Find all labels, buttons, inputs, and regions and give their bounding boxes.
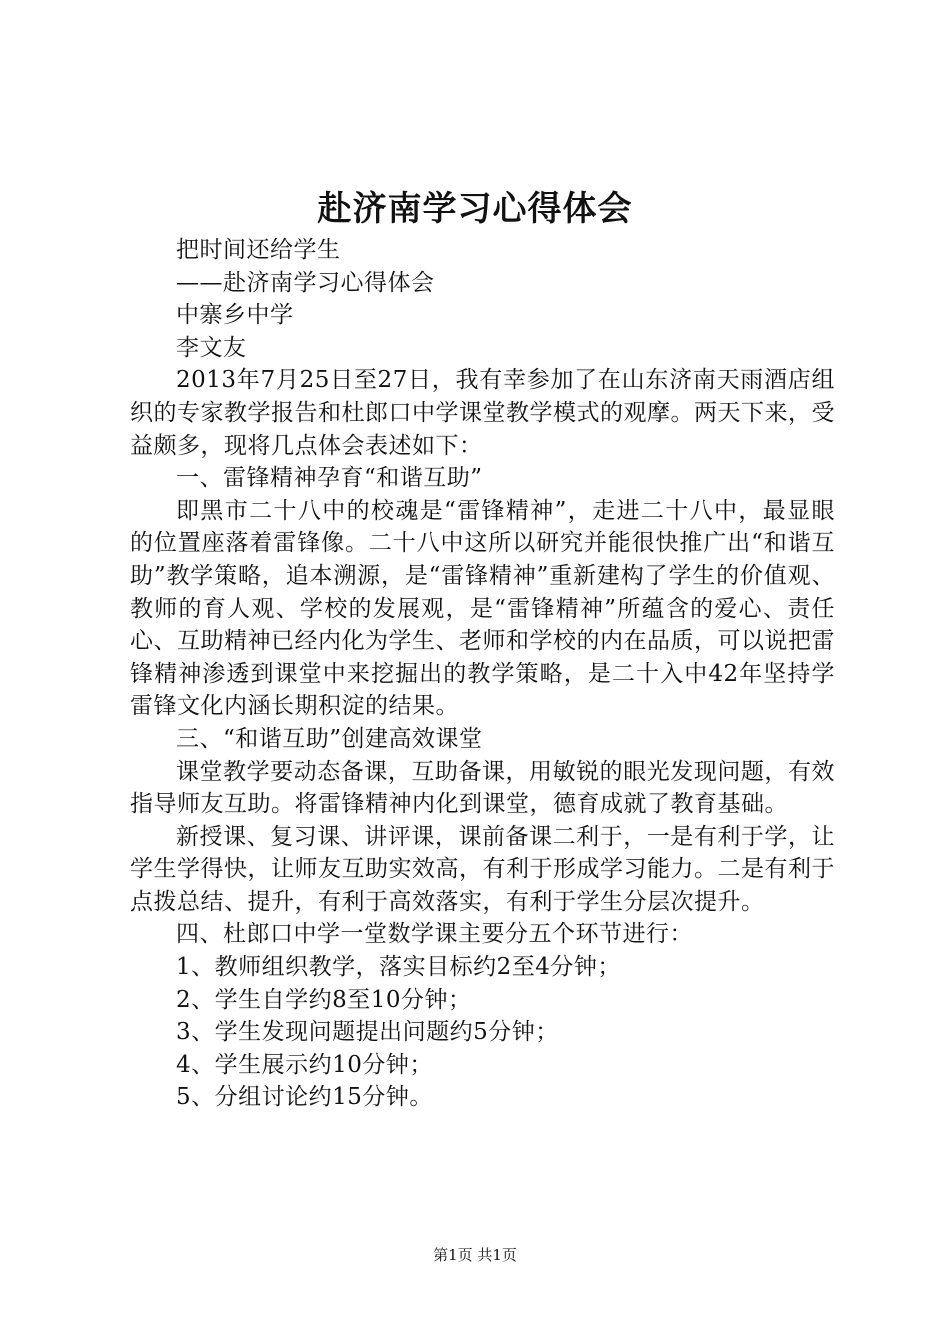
body-paragraph: 即黑市二十八中的校魂是“雷锋精神”，走进二十八中，最显眼的位置座落着雷锋像。二十八中这所以研究并能很快推广出“和谐互助”教学策略，追本溯源，是“雷锋精神”重新建构了学生的价值观、教师的育人观、学校的发展观，是“雷锋精神”所蕴含的爱心、责任心、互助精神已经内化为学生、老师和学校的内在品质，可以说把雷锋精神渗透到课堂中来挖掘出的教学策略，是二十入中42年坚持学雷锋文化内涵长期积淀的结果。	[130, 497, 835, 720]
list-item: 2、学生自学约8至10分钟；	[176, 986, 472, 1013]
intro-paragraph: 2013年7月25日至27日，我有幸参加了在山东济南天雨酒店组织的专家教学报告和杜郎口中学课堂教学模式的观摩。两天下来，受益颇多，现将几点体会表述如下：	[130, 367, 835, 459]
document-title: 赴济南学习心得体会	[317, 189, 633, 229]
author-name: 李文友	[176, 334, 247, 361]
section-heading: 四、杜郎口中学一堂数学课主要分五个环节进行：	[176, 921, 693, 948]
list-item: 3、学生发现问题提出问题约5分钟；	[176, 1019, 559, 1046]
body-paragraph: 新授课、复习课、讲评课，课前备课二利于，一是有利于学，让学生学得快，让师友互助实效高，有利于形成学习能力。二是有利于点拨总结、提升，有利于高效落实，有利于学生分层次提升。	[130, 823, 835, 915]
body-paragraph: 课堂教学要动态备课，互助备课，用敏锐的眼光发现问题，有效指导师友互助。将雷锋精神内化到课堂，德育成就了教育基础。	[130, 758, 835, 818]
school-name: 中寨乡中学	[176, 302, 294, 329]
section-heading: 一、雷锋精神孕育“和谐互助”	[176, 465, 483, 492]
list-item: 4、学生展示约10分钟；	[176, 1051, 433, 1078]
list-item: 5、分组讨论约15分钟。	[176, 1084, 433, 1111]
page-footer: 第1页 共1页	[433, 1246, 517, 1264]
list-item: 1、教师组织教学，落实目标约2至4分钟；	[176, 954, 621, 981]
subtitle: 把时间还给学生	[176, 237, 341, 263]
subtitle-secondary: ——赴济南学习心得体会	[176, 269, 435, 296]
document-body	[130, 234, 835, 1114]
section-heading: 三、“和谐互助”创建高效课堂	[176, 725, 483, 752]
